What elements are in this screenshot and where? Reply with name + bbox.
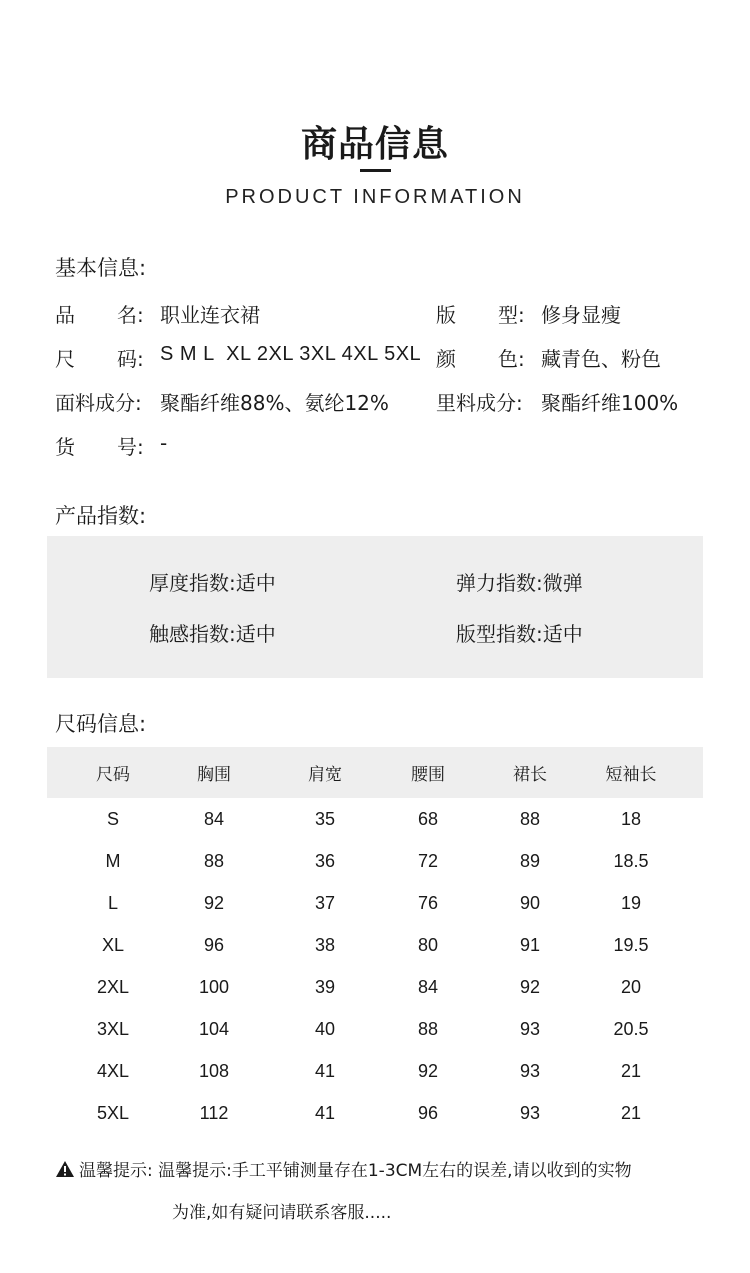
label-ma: 码: <box>117 347 144 371</box>
table-cell: 84 <box>417 976 439 997</box>
page-title-en: PRODUCT INFORMATION <box>225 186 525 208</box>
column-header: 胸围 <box>197 765 231 785</box>
column-header: 腰围 <box>411 765 445 785</box>
tip-line-1 <box>55 1156 632 1181</box>
label-pin: 品 <box>55 303 75 327</box>
fit-value: 修身显瘦 <box>541 303 621 327</box>
table-cell: 108 <box>198 1060 230 1081</box>
basic-info-row <box>55 299 715 329</box>
label-ming: 名: <box>117 303 144 327</box>
lining-value: 聚酯纤维100% <box>541 391 679 415</box>
table-row <box>47 924 703 966</box>
table-row <box>47 1092 703 1134</box>
product-index-title: 产品指数: <box>55 504 147 528</box>
product-index-panel <box>47 536 703 678</box>
table-cell: 80 <box>417 934 439 955</box>
table-cell: 41 <box>314 1060 336 1081</box>
table-cell: 104 <box>198 1018 230 1039</box>
table-cell: 92 <box>203 892 225 913</box>
label-huo: 货 <box>55 435 75 459</box>
table-cell: 92 <box>417 1060 439 1081</box>
size-table <box>47 747 703 1134</box>
size-info-title: 尺码信息: <box>55 712 147 736</box>
table-cell: 38 <box>314 934 336 955</box>
table-cell: 96 <box>203 934 225 955</box>
table-cell: 41 <box>314 1102 336 1123</box>
table-cell: 68 <box>417 808 439 829</box>
thickness-value: 适中 <box>235 571 276 595</box>
table-row <box>47 1050 703 1092</box>
table-cell: 93 <box>519 1102 541 1123</box>
table-cell: 93 <box>519 1018 541 1039</box>
table-cell: 35 <box>314 808 336 829</box>
column-header: 肩宽 <box>308 765 342 785</box>
fit-index-value: 适中 <box>542 622 583 646</box>
table-cell: 91 <box>519 934 541 955</box>
label-ban: 版 <box>436 303 456 327</box>
table-cell: 21 <box>620 1102 642 1123</box>
table-cell: 18 <box>620 808 642 829</box>
touch-label: 触感指数: <box>149 622 236 646</box>
table-row <box>47 882 703 924</box>
label-se: 色: <box>498 347 525 371</box>
elasticity-value: 微弹 <box>542 571 583 595</box>
table-cell: 89 <box>519 850 541 871</box>
basic-info-row <box>55 431 715 461</box>
column-header: 裙长 <box>513 765 547 785</box>
basic-info-row <box>55 343 715 373</box>
table-cell: 19 <box>620 892 642 913</box>
column-header: 尺码 <box>96 765 130 785</box>
tip-label: 温馨提示: <box>79 1161 153 1181</box>
table-cell: 90 <box>519 892 541 913</box>
title-divider <box>360 169 391 172</box>
page-title-cn: 商品信息 <box>300 124 449 165</box>
thickness-index <box>149 567 276 596</box>
table-row <box>47 798 703 840</box>
table-cell: 37 <box>314 892 336 913</box>
table-cell: 40 <box>314 1018 336 1039</box>
table-cell: 88 <box>417 1018 439 1039</box>
thickness-label: 厚度指数: <box>149 571 236 595</box>
basic-info-title: 基本信息: <box>55 256 147 280</box>
table-cell: M <box>105 850 121 871</box>
basic-info-row <box>55 387 715 417</box>
size-table-header <box>47 747 703 798</box>
table-cell: S <box>106 808 119 829</box>
table-cell: 100 <box>198 976 230 997</box>
color-value: 藏青色、粉色 <box>541 347 661 371</box>
table-cell: L <box>107 892 118 913</box>
elasticity-label: 弹力指数: <box>456 571 543 595</box>
table-cell: 2XL <box>96 976 130 997</box>
elasticity-index <box>456 567 583 596</box>
product-name-value: 职业连衣裙 <box>160 303 260 327</box>
sizes-value: S M L XL 2XL 3XL 4XL 5XL <box>160 343 422 365</box>
label-xing: 型: <box>498 303 525 327</box>
table-cell: 92 <box>519 976 541 997</box>
table-cell: 39 <box>314 976 336 997</box>
table-row <box>47 1008 703 1050</box>
fit-index <box>456 618 583 647</box>
table-cell: 72 <box>417 850 439 871</box>
fabric-value: 聚酯纤维88%、氨纶12% <box>160 391 389 415</box>
table-row <box>47 840 703 882</box>
table-cell: 20 <box>620 976 642 997</box>
fit-index-label: 版型指数: <box>456 622 543 646</box>
touch-index <box>149 618 276 647</box>
label-yan: 颜 <box>436 347 456 371</box>
table-cell: 20.5 <box>613 1018 649 1039</box>
table-cell: 36 <box>314 850 336 871</box>
tip-line-2: 为准,如有疑问请联系客服..... <box>172 1203 392 1223</box>
label-lining: 里料成分: <box>436 391 523 415</box>
tip-text: 温馨提示:手工平铺测量存在1-3CM左右的误差,请以收到的实物 <box>158 1161 632 1181</box>
touch-value: 适中 <box>235 622 276 646</box>
table-cell: 112 <box>199 1102 229 1123</box>
table-cell: 93 <box>519 1060 541 1081</box>
table-cell: 21 <box>620 1060 642 1081</box>
label-hao: 号: <box>117 435 144 459</box>
table-cell: 96 <box>417 1102 439 1123</box>
table-cell: 76 <box>417 892 439 913</box>
warning-icon <box>55 1160 75 1178</box>
column-header: 短袖长 <box>605 765 657 785</box>
label-fabric: 面料成分: <box>55 391 142 415</box>
table-cell: 19.5 <box>613 934 649 955</box>
table-cell: 88 <box>519 808 541 829</box>
table-cell: 5XL <box>96 1102 130 1123</box>
item-number-value: - <box>160 431 168 455</box>
table-cell: 3XL <box>96 1018 130 1039</box>
table-cell: XL <box>101 934 125 955</box>
label-chi: 尺 <box>55 347 75 371</box>
table-cell: 88 <box>203 850 225 871</box>
table-cell: 84 <box>203 808 225 829</box>
table-row <box>47 966 703 1008</box>
table-cell: 18.5 <box>613 850 649 871</box>
table-cell: 4XL <box>96 1060 130 1081</box>
